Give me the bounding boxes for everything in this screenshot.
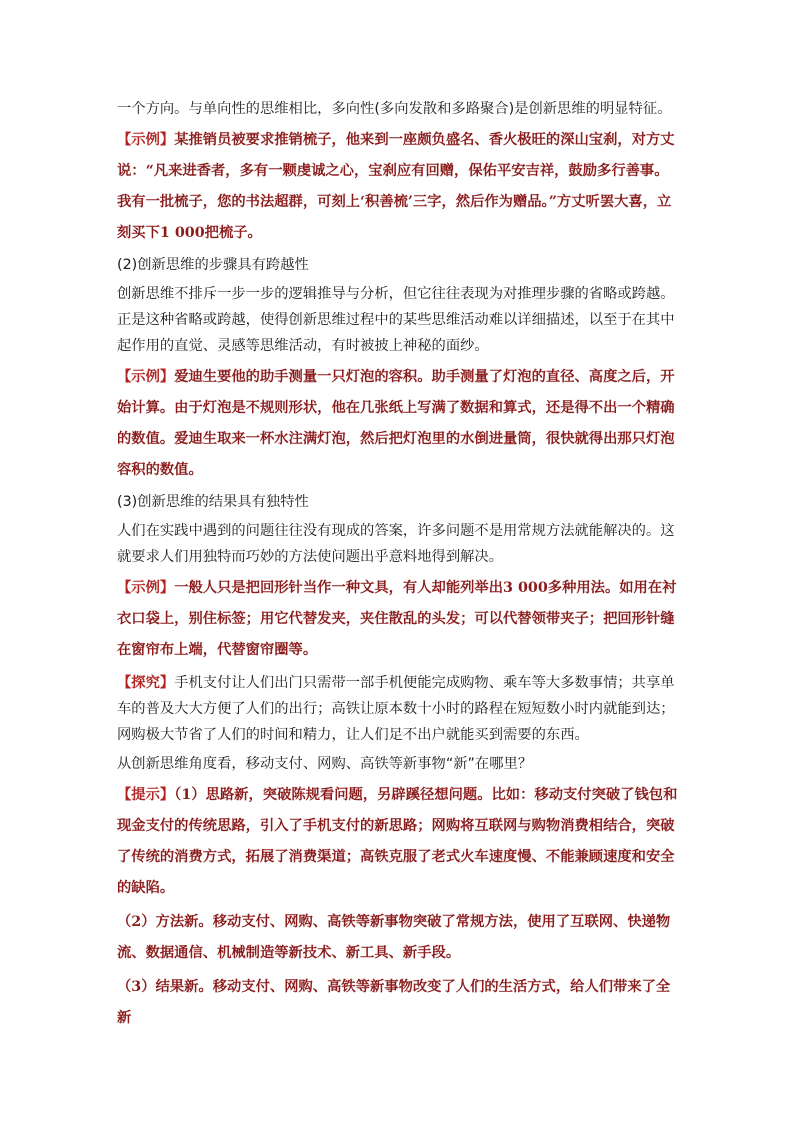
- example-edison-bulb: [117, 362, 681, 486]
- explore-paragraph: [117, 670, 681, 748]
- paragraph-text: （1）思路新，突破陈规看问题，另辟蹊径想问题。比如：移动支付突破了钱包和现金支付的传统思路，引入了手机支付的新思路；网购将互联网与购物消费相结合，突破了传统的消费方式，拓展了消费渠道；高铁克服了老式火车速度慢、不能兼顾速度和安全的缺陷。: [117, 787, 678, 896]
- example-tag: 【示例】: [117, 369, 175, 385]
- paragraph-intro: [117, 96, 681, 122]
- paragraph-step-leap: [117, 281, 681, 359]
- paragraph-result-unique: [117, 518, 681, 570]
- heading-result-unique: [117, 489, 681, 515]
- paragraph-text: （2）方法新。移动支付、网购、高铁等新事物突破了常规方法，使用了互联网、快递物流、数据通信、机械制造等新技术、新工具、新手段。: [117, 914, 671, 961]
- paragraph-text: 一个方向。与单向性的思维相比，多向性(多向发散和多路聚合)是创新思维的明显特征。: [117, 101, 672, 117]
- hint-result-new: [117, 972, 681, 1034]
- paragraph-text: (2)创新思维的步骤具有跨越性: [117, 257, 309, 273]
- example-comb-salesman: [117, 125, 681, 249]
- hint-method-new: [117, 907, 681, 969]
- paragraph-text: 创新思维不排斥一步一步的逻辑推导与分析，但它往往表现为对推理步骤的省略或跨越。正是这种省略或跨越，使得创新思维过程中的某些思维活动难以详细描述，以至于在其中起作用的直觉、灵感等思维活动，有时被披上神秘的面纱。: [117, 286, 675, 354]
- paragraph-text: （3）结果新。移动支付、网购、高铁等新事物改变了人们的生活方式，给人们带来了全新: [117, 979, 671, 1026]
- hint-thinking-new: [117, 780, 681, 904]
- paragraph-text: 某推销员被要求推销梳子，他来到一座颇负盛名、香火极旺的深山宝刹，对方丈说：“凡来进香者，多有一颗虔诚之心，宝刹应有回赠，保佑平安吉祥，鼓励多行善事。我有一批梳子，您的书法超群，可刻上‘积善梳’三字，然后作为赠品。”方丈听罢大喜，立刻买下1 000把梳子。: [117, 132, 675, 241]
- paragraph-text: 从创新思维角度看，移动支付、网购、高铁等新事物“新”在哪里？: [117, 756, 533, 772]
- hint-tag: 【提示】: [117, 787, 175, 803]
- explore-question: [117, 751, 681, 777]
- example-paper-clip: [117, 573, 681, 666]
- example-tag: 【示例】: [117, 580, 175, 596]
- example-tag: 【示例】: [117, 132, 175, 148]
- paragraph-text: 人们在实践中遇到的问题往往没有现成的答案，许多问题不是用常规方法就能解决的。这就要求人们用独特而巧妙的方法使问题出乎意料地得到解决。: [117, 523, 675, 565]
- explore-tag: 【探究】: [117, 675, 175, 691]
- document-body: [117, 96, 681, 1034]
- paragraph-text: 手机支付让人们出门只需带一部手机便能完成购物、乘车等大多数事情；共享单车的普及大大方便了人们的出行；高铁让原本数十小时的路程在短短数小时内就能到达；网购极大节省了人们的时间和精力，让人们足不出户就能买到需要的东西。: [117, 675, 675, 743]
- paragraph-text: 一般人只是把回形针当作一种文具，有人却能列举出3 000多种用法。如用在衬衣口袋上，别住标签；用它代替发夹，夹住散乱的头发；可以代替领带夹子；把回形针缝在窗帘布上端，代替窗帘圈等。: [117, 580, 677, 658]
- paragraph-text: (3)创新思维的结果具有独特性: [117, 494, 309, 510]
- paragraph-text: 爱迪生要他的助手测量一只灯泡的容积。助手测量了灯泡的直径、高度之后，开始计算。由于灯泡是不规则形状，他在几张纸上写满了数据和算式，还是得不出一个精确的数值。爱迪生取来一杯水注满灯泡，然后把灯泡里的水倒进量筒，很快就得出那只灯泡容积的数值。: [117, 369, 675, 478]
- heading-step-leap: [117, 252, 681, 278]
